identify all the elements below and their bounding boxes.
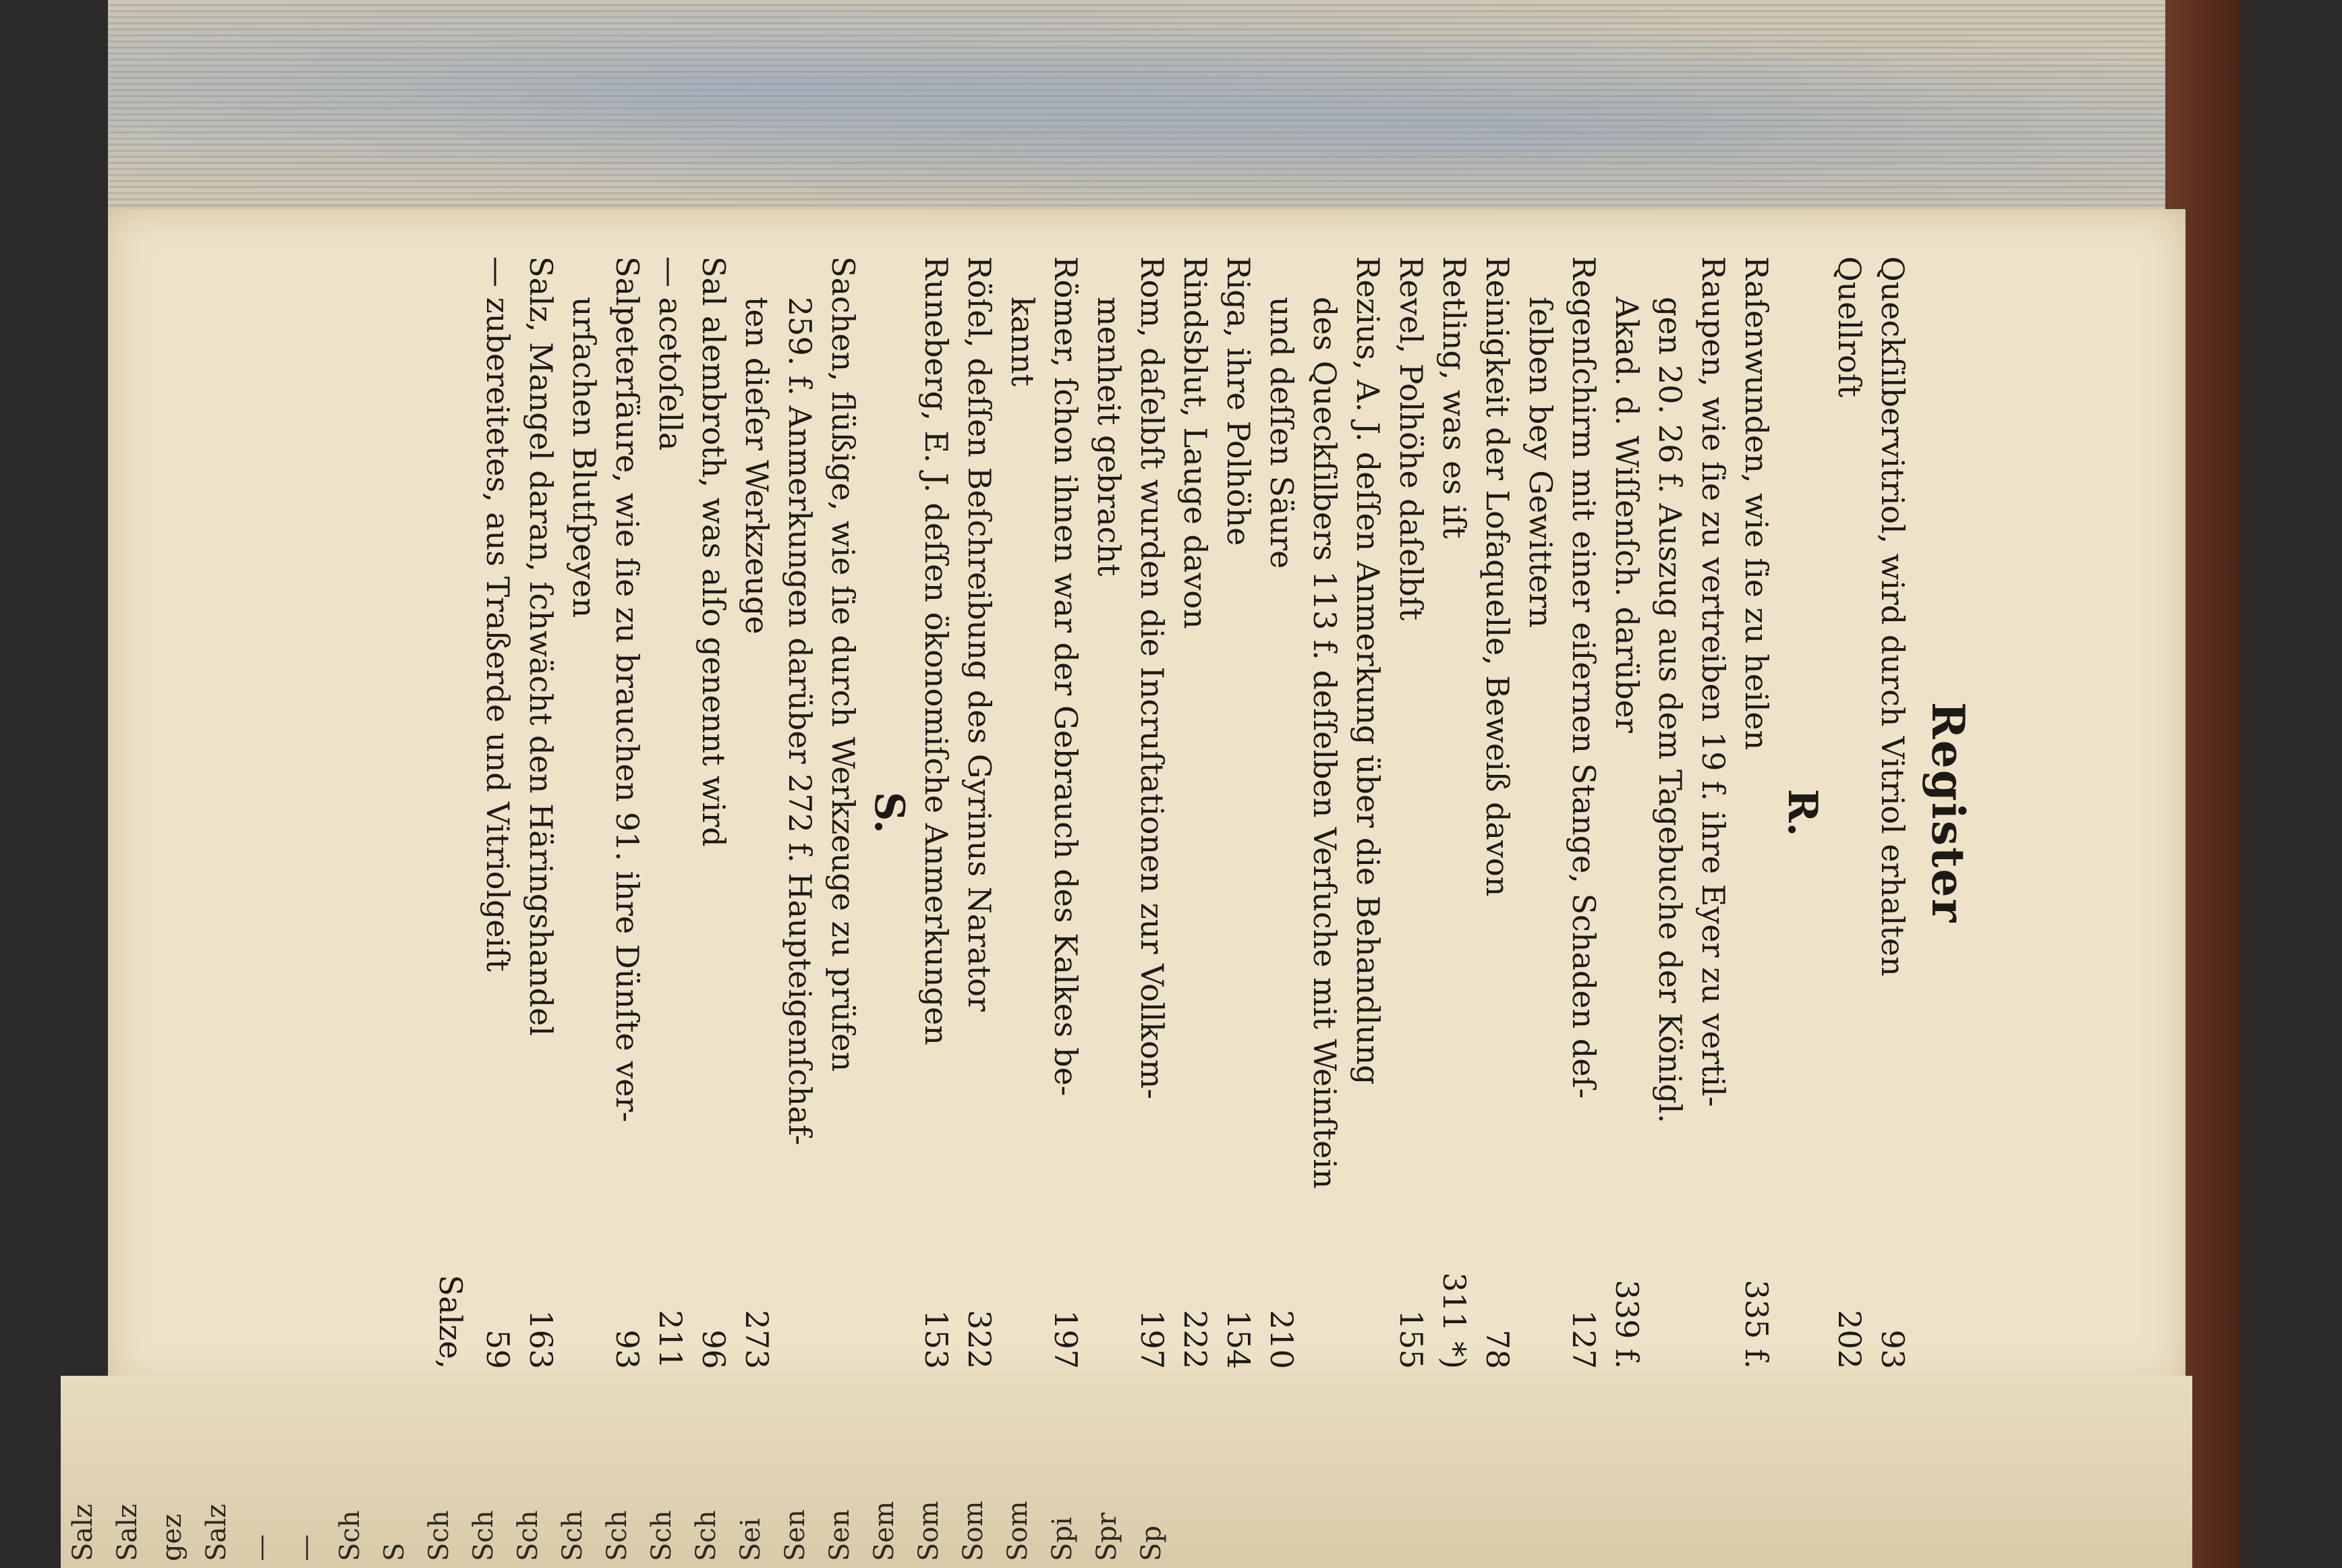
facing-page-word: Sem [869,1501,900,1561]
entry-text: Sal alembroth, was alſo genennt wird [695,256,732,847]
entry-text: — zubereitetes, aus Traßerde und Vitriolgeiſt [480,256,516,972]
entry-text-block [563,256,649,1275]
facing-page [61,1376,2192,1568]
facing-page-word: gez [156,1513,188,1561]
entry-text-block [735,256,778,1275]
entry-continuation: des Queckſilbers 113 f. deſſelben Verſuche mit Weinſtein [1307,297,1343,1189]
entry-text: Regenſchirm mit einer eiſernen Stange, Schaden deſ- [1566,256,1602,1099]
entry-text-block [1174,256,1217,1275]
facing-page-word: Sch [424,1510,455,1561]
entry-text-block [692,256,735,1275]
entry-page-number: 197 [1134,1310,1170,1369]
facing-page-word: Spi [1047,1517,1078,1561]
facing-page-word: Sch [468,1510,499,1561]
entry-text-block [958,256,1001,1275]
entry-text-block [915,256,958,1275]
facing-page-word: Sen [780,1509,811,1561]
entry-page-number: 155 [1393,1310,1429,1369]
entry-text: Raſenwunden, wie ſie zu heilen [1738,256,1775,751]
facing-page-word: Salz [201,1503,232,1561]
entry-text-block [1087,256,1174,1275]
index-entry [519,256,563,1369]
entry-continuation: ſelben bey Gewittern [1522,297,1559,629]
entry-page-number: 96 [695,1329,732,1369]
entry-page-number: 59 [480,1329,516,1369]
index-entry [958,256,1001,1369]
facing-page-word: — [290,1534,321,1561]
index-entry [1649,256,1735,1369]
index-entry [1433,256,1476,1369]
entry-text-block [1303,256,1390,1275]
index-entry [1828,256,1871,1369]
index-sections [476,256,1914,1369]
entry-text-block [1828,256,1871,1275]
entry-text: Sachen, flüßige, wie ſie durch Werkzeuge zu prüfen [825,256,861,1072]
entry-text: Römer, ſchon ihnen war der Gebrauch des Kalkes be- [1048,256,1084,1097]
facing-page-word: Som [958,1501,989,1561]
page-block-edge [108,0,2206,223]
entry-page-number: 311 *) [1436,1272,1473,1369]
index-entry [476,256,519,1369]
entry-text: Retling, was es iſt [1436,256,1473,539]
entry-continuation: menheit gebracht [1091,297,1127,577]
entry-text-block [476,256,519,1275]
index-entry [1476,256,1519,1369]
facing-page-word: Sch [646,1510,677,1561]
facing-page-word: Som [1002,1501,1033,1561]
index-entry [1735,256,1778,1369]
index-entry [1260,256,1303,1369]
entry-continuation: ten dieſer Werkzeuge [739,297,775,635]
entry-text: Runeberg, E. J. deſſen ökonomiſche Anmerkungen [918,256,954,1045]
index-entry [1390,256,1433,1369]
section-letter: R. [1779,788,1826,837]
index-entry [1001,256,1087,1369]
facing-page-word: Sen [824,1509,855,1561]
entry-page-number: 163 [523,1310,559,1369]
index-entry [1303,256,1390,1369]
entry-continuation: gen 20. 26 f. Auszug aus dem Tagebuche der Königl. [1652,297,1688,1124]
entry-text: Salpeterſäure, wie ſie zu brauchen 91. ihre Dünſte ver- [609,256,646,1123]
facing-page-word: — [246,1534,277,1561]
entry-page-number: 210 [1263,1310,1300,1369]
entry-continuation: 259. f. Anmerkungen darüber 272 f. Haupteigenſchaf- [782,297,818,1146]
index-entry [1217,256,1260,1369]
index-entry [778,256,865,1369]
page-heading: Register [1922,701,1974,924]
entry-text-block [1217,256,1260,1275]
entry-page-number: 222 [1177,1310,1213,1369]
catchword: Salze, [432,1275,469,1369]
entry-text-block [778,256,865,1275]
facing-page-word: S [379,1542,410,1561]
index-entry [1605,256,1649,1369]
facing-page-word: Sch [557,1510,588,1561]
facing-page-word: Salz [112,1503,143,1561]
facing-page-word: Spr [1091,1512,1122,1561]
facing-page-word: Sp [1136,1525,1167,1561]
entry-page-number: 273 [739,1310,775,1369]
entry-page-number: 202 [1831,1310,1868,1369]
index-entry [1174,256,1217,1369]
facing-page-word: Sch [602,1510,633,1561]
entry-text: Rom, daſelbſt wurden die Incruſtationen zur Vollkom- [1134,256,1170,1099]
entry-text: Riga, ihre Polhöhe [1220,256,1257,546]
entry-page-number: 127 [1566,1310,1602,1369]
entry-text: Raupen, wie ſie zu vertreiben 19 f. ihre Eyer zu vertil- [1695,256,1732,1107]
entry-text: Rezius, A. J. deſſen Anmerkung über die Behandlung [1350,256,1386,1085]
entry-text-block [1649,256,1735,1275]
entry-page-number: 153 [918,1310,954,1369]
entry-text-block [1001,256,1087,1275]
entry-text-block [1476,256,1519,1275]
facing-page-word: Sch [335,1510,366,1561]
entry-text-block [519,256,563,1275]
entry-page-number: 154 [1220,1310,1257,1369]
entry-page-number: 78 [1479,1329,1516,1369]
section-letter: S. [865,791,913,834]
entry-continuation: urſachen Blutſpeyen [566,297,602,618]
entry-text-block [1605,256,1649,1275]
index-entry [915,256,958,1369]
entry-text-block [1433,256,1476,1273]
entry-page-number: 93 [1875,1329,1911,1369]
entry-page-number: 197 [1048,1310,1084,1369]
index-entry [692,256,735,1369]
entry-continuation: und deſſen Säure [1263,297,1300,569]
facing-page-word: Som [913,1501,944,1561]
entry-text-block [1260,256,1303,1275]
entry-text-block [649,256,692,1275]
entry-text: Röſel, deſſen Beſchreibung des Gyrinus Narator [961,256,998,1012]
entry-text: Reinigkeit der Lofaquelle, Beweiß davon [1479,256,1516,897]
entry-page-number: 93 [609,1329,646,1369]
index-entry [735,256,778,1369]
facing-page-word: Sch [513,1510,544,1561]
entry-text: Queckſilbervitriol, wird durch Vitriol erhalten [1875,256,1911,977]
register-page-text [0,256,1974,1369]
entry-text-block [1735,256,1778,1275]
facing-page-word: Sei [735,1518,766,1561]
entry-text-block [1519,256,1605,1275]
entry-continuation: Akad. d. Wiſſenſch. darüber [1609,297,1645,733]
entry-page-number: 322 [961,1310,998,1369]
entry-page-number: 339 f. [1609,1279,1645,1369]
entry-page-number: 211 [652,1310,689,1369]
facing-page-word: Salz [67,1503,98,1561]
entry-text: Quellroſt [1831,256,1868,398]
facing-page-text [61,1376,2192,1568]
facing-page-word: Sch [691,1510,722,1561]
entry-continuation: kannt [1004,297,1041,387]
index-entry [1519,256,1605,1369]
entry-page-number: 335 f. [1738,1279,1775,1369]
index-entry [563,256,649,1369]
index-entry [1871,256,1914,1369]
entry-text-block [1390,256,1433,1275]
entry-text: — acetoſella [652,256,689,451]
entry-text: Rindsblut, Lauge davon [1177,256,1213,629]
index-entry [649,256,692,1369]
entry-text: Salz, Mangel daran, ſchwächt den Häringshandel [523,256,559,1037]
entry-text: Revel, Polhöhe daſelbſt [1393,256,1429,621]
index-entry [1087,256,1174,1369]
entry-text-block [1871,256,1914,1275]
